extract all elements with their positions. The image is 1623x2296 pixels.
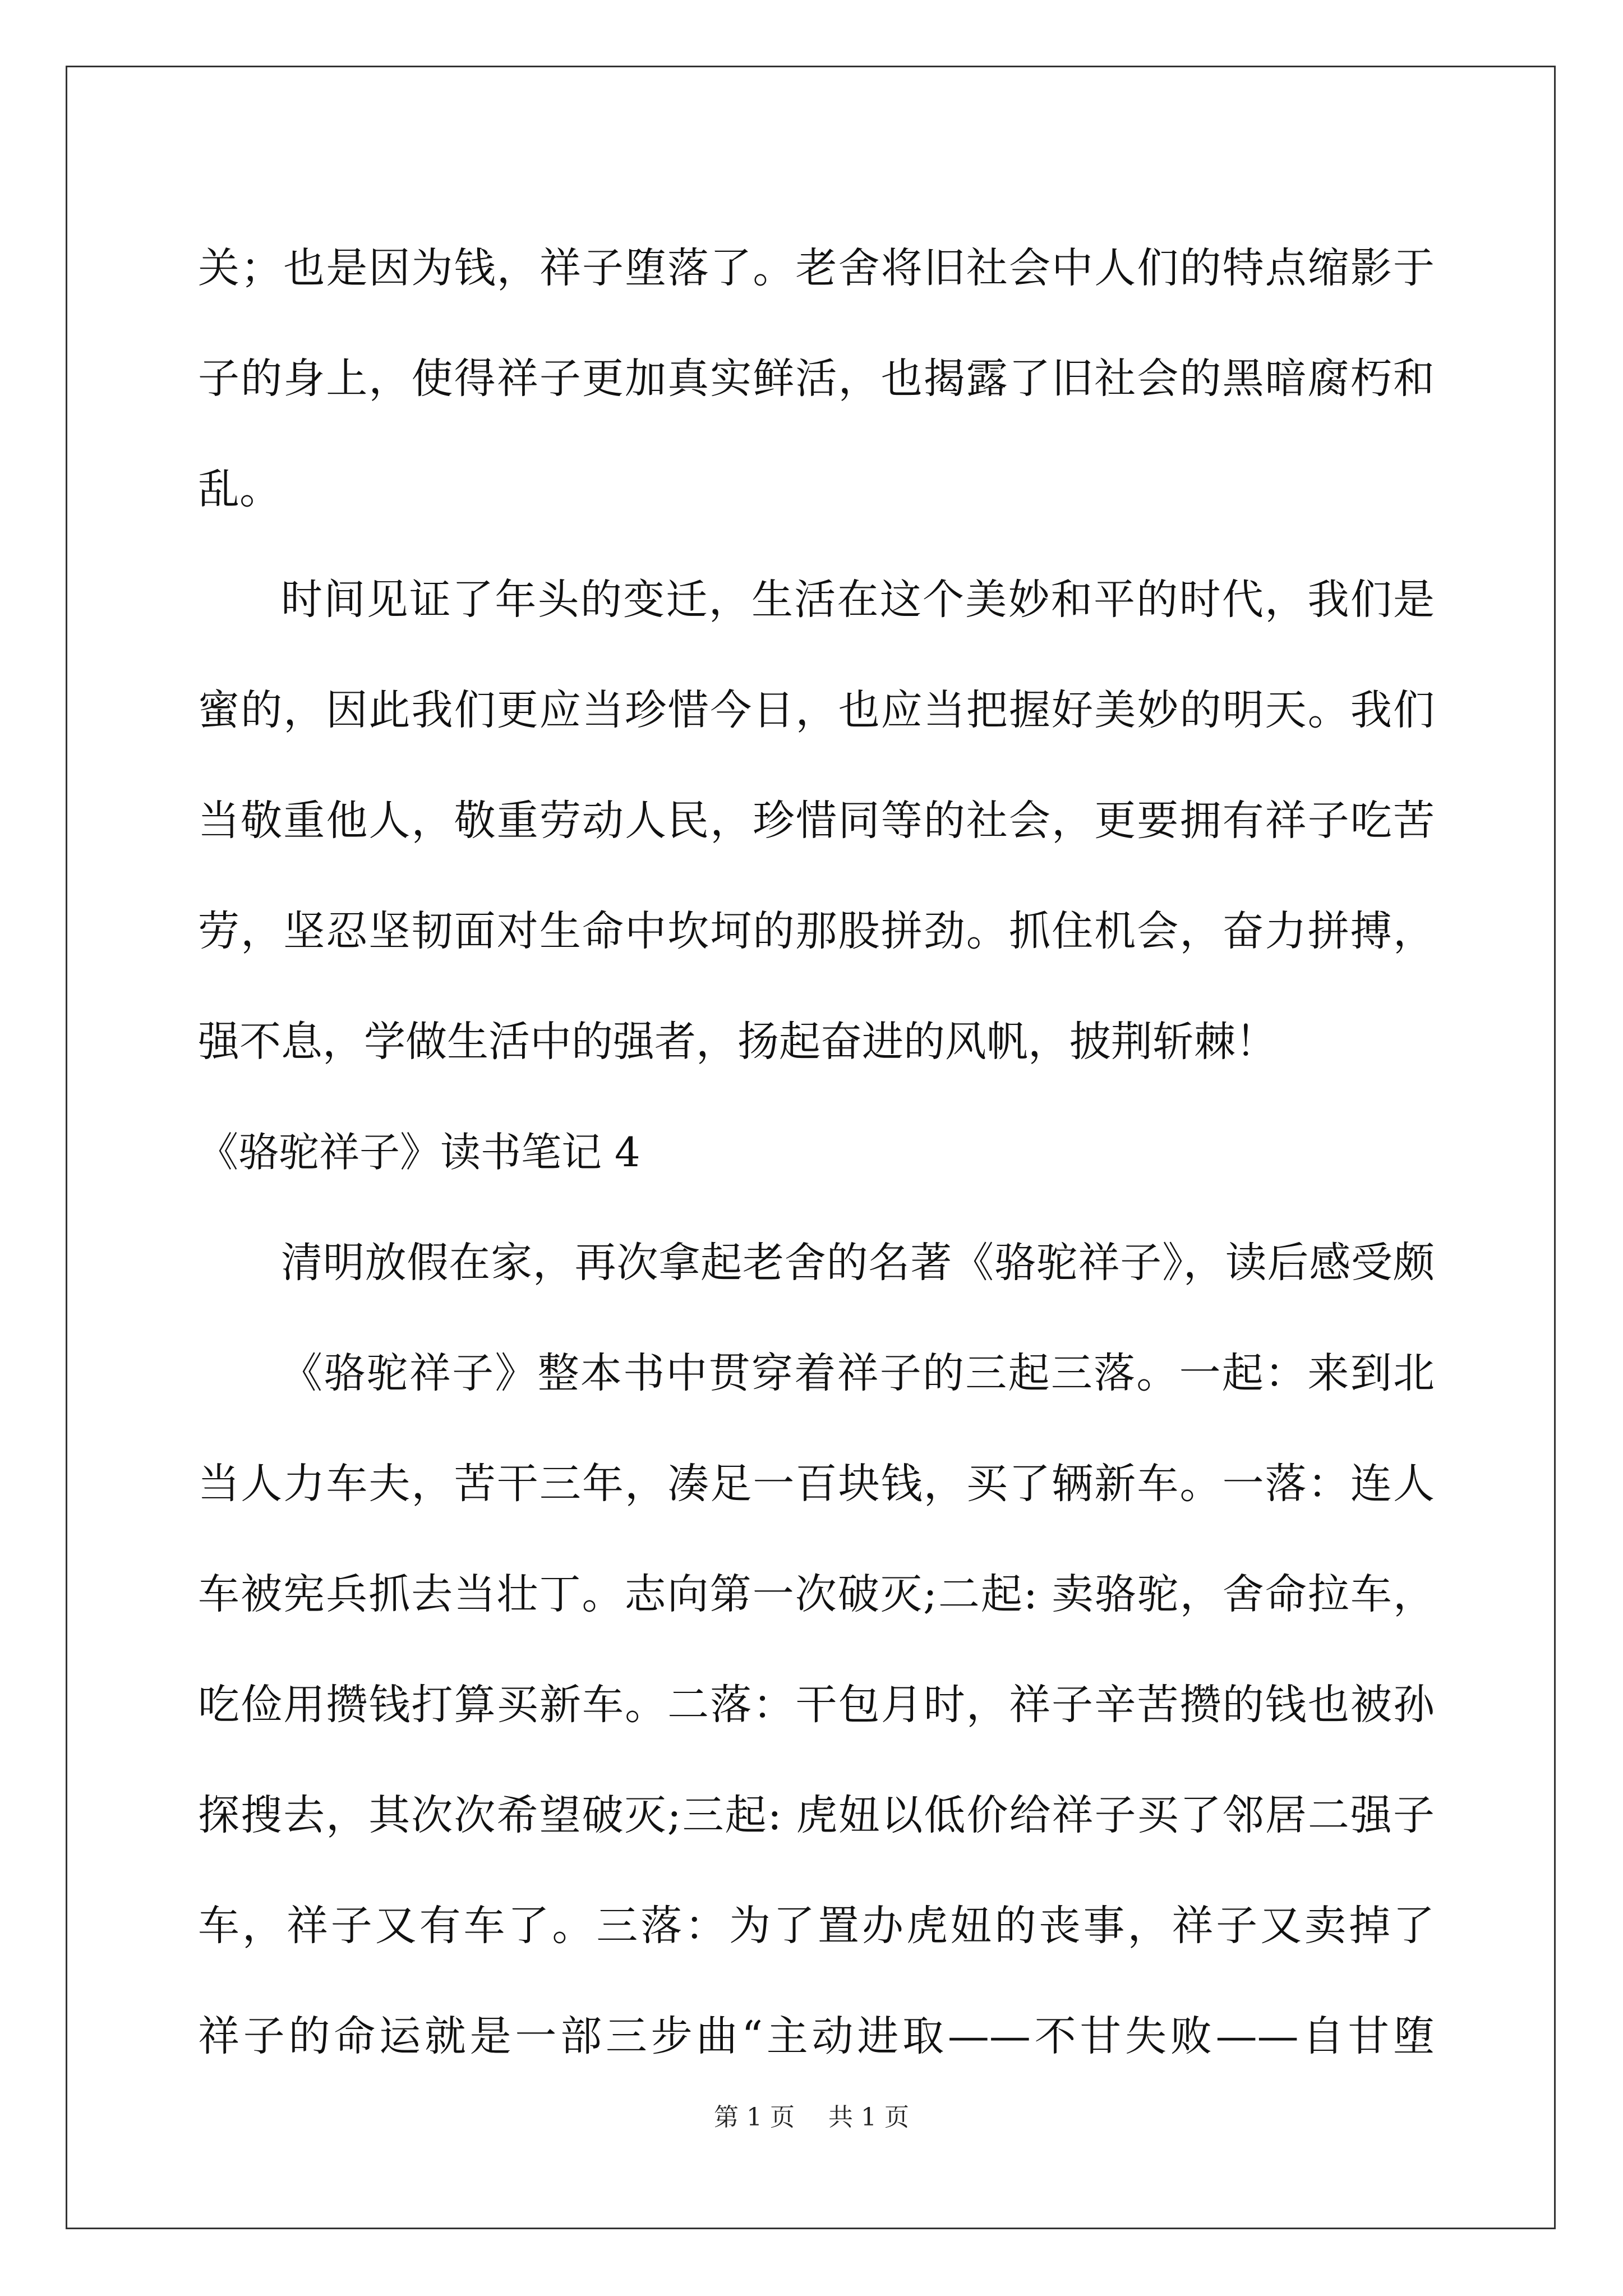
- page-total: 共 1 页: [828, 2103, 909, 2132]
- paragraph-line: 当人力车夫，苦干三年，凑足一百块钱，买了辆新车。一落：连人: [198, 1460, 1435, 1508]
- paragraph-line: 探搜去，其次次希望破灭;三起: 虎妞以低价给祥子买了邻居二强子: [198, 1791, 1435, 1839]
- paragraph-line: 清明放假在家，再次拿起老舍的名著《骆驼祥子》，读后感受颇: [281, 1239, 1435, 1287]
- page-footer: [0, 2097, 1623, 2133]
- paragraph-line: 劳，坚忍坚韧面对生命中坎坷的那股拼劲。抓住机会，奋力拼搏，: [198, 907, 1435, 955]
- paragraph-line: 吃俭用攒钱打算买新车。二落：干包月时，祥子辛苦攒的钱也被孙: [198, 1681, 1435, 1729]
- paragraph-line: 强不息，学做生活中的强者，扬起奋进的风帆，披荆斩棘！: [198, 1018, 1277, 1066]
- page-number: 第 1 页: [714, 2103, 795, 2132]
- paragraph-line: 时间见证了年头的变迁，生活在这个美妙和平的时代，我们是: [281, 576, 1435, 624]
- paragraph-line: 蜜的，因此我们更应当珍惜今日，也应当把握好美妙的明天。我们: [198, 686, 1435, 734]
- paragraph-line: 子的身上，使得祥子更加真实鲜活，也揭露了旧社会的黑暗腐朽和: [198, 355, 1435, 403]
- paragraph-line: 当敬重他人，敬重劳动人民，珍惜同等的社会，更要拥有祥子吃苦: [198, 797, 1435, 845]
- document-body: [198, 213, 1435, 2092]
- paragraph-line: 祥子的命运就是一部三步曲“主动进取——不甘失败——自甘堕: [198, 2012, 1435, 2060]
- section-heading: 《骆驼祥子》读书笔记 4: [198, 1129, 640, 1176]
- paragraph-line: 车，祥子又有车了。三落：为了置办虎妞的丧事，祥子又卖掉了: [198, 1902, 1435, 1950]
- paragraph-line: 关；也是因为钱，祥子堕落了。老舍将旧社会中人们的特点缩影于: [198, 244, 1435, 292]
- paragraph-line: 车被宪兵抓去当壮丁。志向第一次破灭;二起: 卖骆驼，舍命拉车，: [198, 1570, 1435, 1618]
- paragraph-line: 乱。: [198, 465, 281, 513]
- paragraph-line: 《骆驼祥子》整本书中贯穿着祥子的三起三落。一起：来到北: [281, 1349, 1435, 1397]
